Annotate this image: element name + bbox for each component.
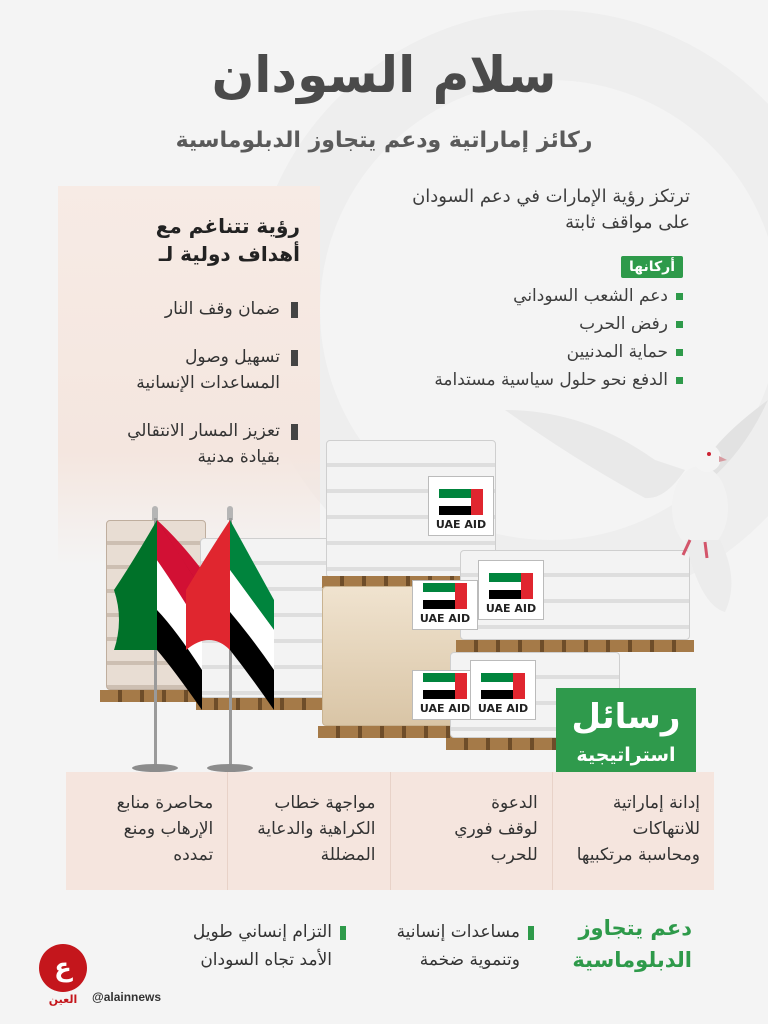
intro-text: ترتكز رؤية الإمارات في دعم السودان على مواقف ثابتة (412, 186, 690, 233)
pillar-item: حماية المدنيين (343, 338, 683, 366)
uae-flag-icon (186, 520, 276, 710)
page-subtitle: ركائز إماراتية ودعم يتجاوز الدبلوماسية (175, 128, 593, 153)
pillars-badge: أركانها (621, 256, 683, 278)
message-item: الدعوة لوقف فوري للحرب (390, 772, 552, 890)
dove-icon (495, 390, 768, 620)
message-item: محاصرة منابع الإرهاب ومنع تمدده (116, 793, 214, 865)
uae-aid-label: UAE AID (412, 670, 478, 720)
strategic-messages-badge: رسائل استراتيجية (556, 688, 696, 784)
vision-item: تسهيل وصول المساعدات الإنسانية (70, 344, 300, 396)
square-bullet-icon (676, 321, 683, 328)
square-bullet-icon (676, 349, 683, 356)
uae-aid-label: UAE AID (478, 560, 544, 620)
square-bullet-icon (676, 293, 683, 300)
logo-mark-icon: ع (39, 944, 87, 992)
page-title: سلام السودان (211, 46, 557, 104)
uae-flag-icon (481, 673, 525, 699)
pillar-item: الدفع نحو حلول سياسية مستدامة (343, 366, 683, 394)
uae-flag-icon (423, 583, 467, 609)
message-item: إدانة إماراتية للانتهاكات ومحاسبة مرتكبيها (552, 772, 714, 890)
uae-aid-label: UAE AID (412, 580, 478, 630)
beyond-item: مساعدات إنسانية وتنموية ضخمة (366, 918, 536, 974)
logo-name: العين (48, 993, 78, 1006)
uae-flag-icon (423, 673, 467, 699)
alain-logo (38, 944, 88, 1008)
pillars-list (343, 282, 683, 394)
square-bullet-icon (676, 377, 683, 384)
vision-item: تعزيز المسار الانتقالي بقيادة مدنية (70, 418, 300, 470)
social-handle: @alainnews (92, 990, 162, 1004)
uae-aid-label: UAE AID (428, 476, 494, 536)
vision-item: ضمان وقف النار (70, 296, 300, 322)
vision-heading: رؤية تتناغم مع أهداف دولية لـ (155, 214, 300, 266)
beyond-diplomacy-label: دعم يتجاوز الدبلوماسية (572, 916, 692, 972)
strategic-messages-strip (66, 772, 714, 890)
message-item: مواجهة خطاب الكراهية والدعاية المضللة (227, 772, 389, 890)
pillar-item: رفض الحرب (343, 310, 683, 338)
beyond-item: التزام إنساني طويل الأمد تجاه السودان (158, 918, 348, 974)
uae-flag-icon (439, 489, 483, 515)
wooden-pallet (456, 640, 694, 652)
pillar-item: دعم الشعب السوداني (343, 282, 683, 310)
uae-aid-label: UAE AID (470, 660, 536, 720)
